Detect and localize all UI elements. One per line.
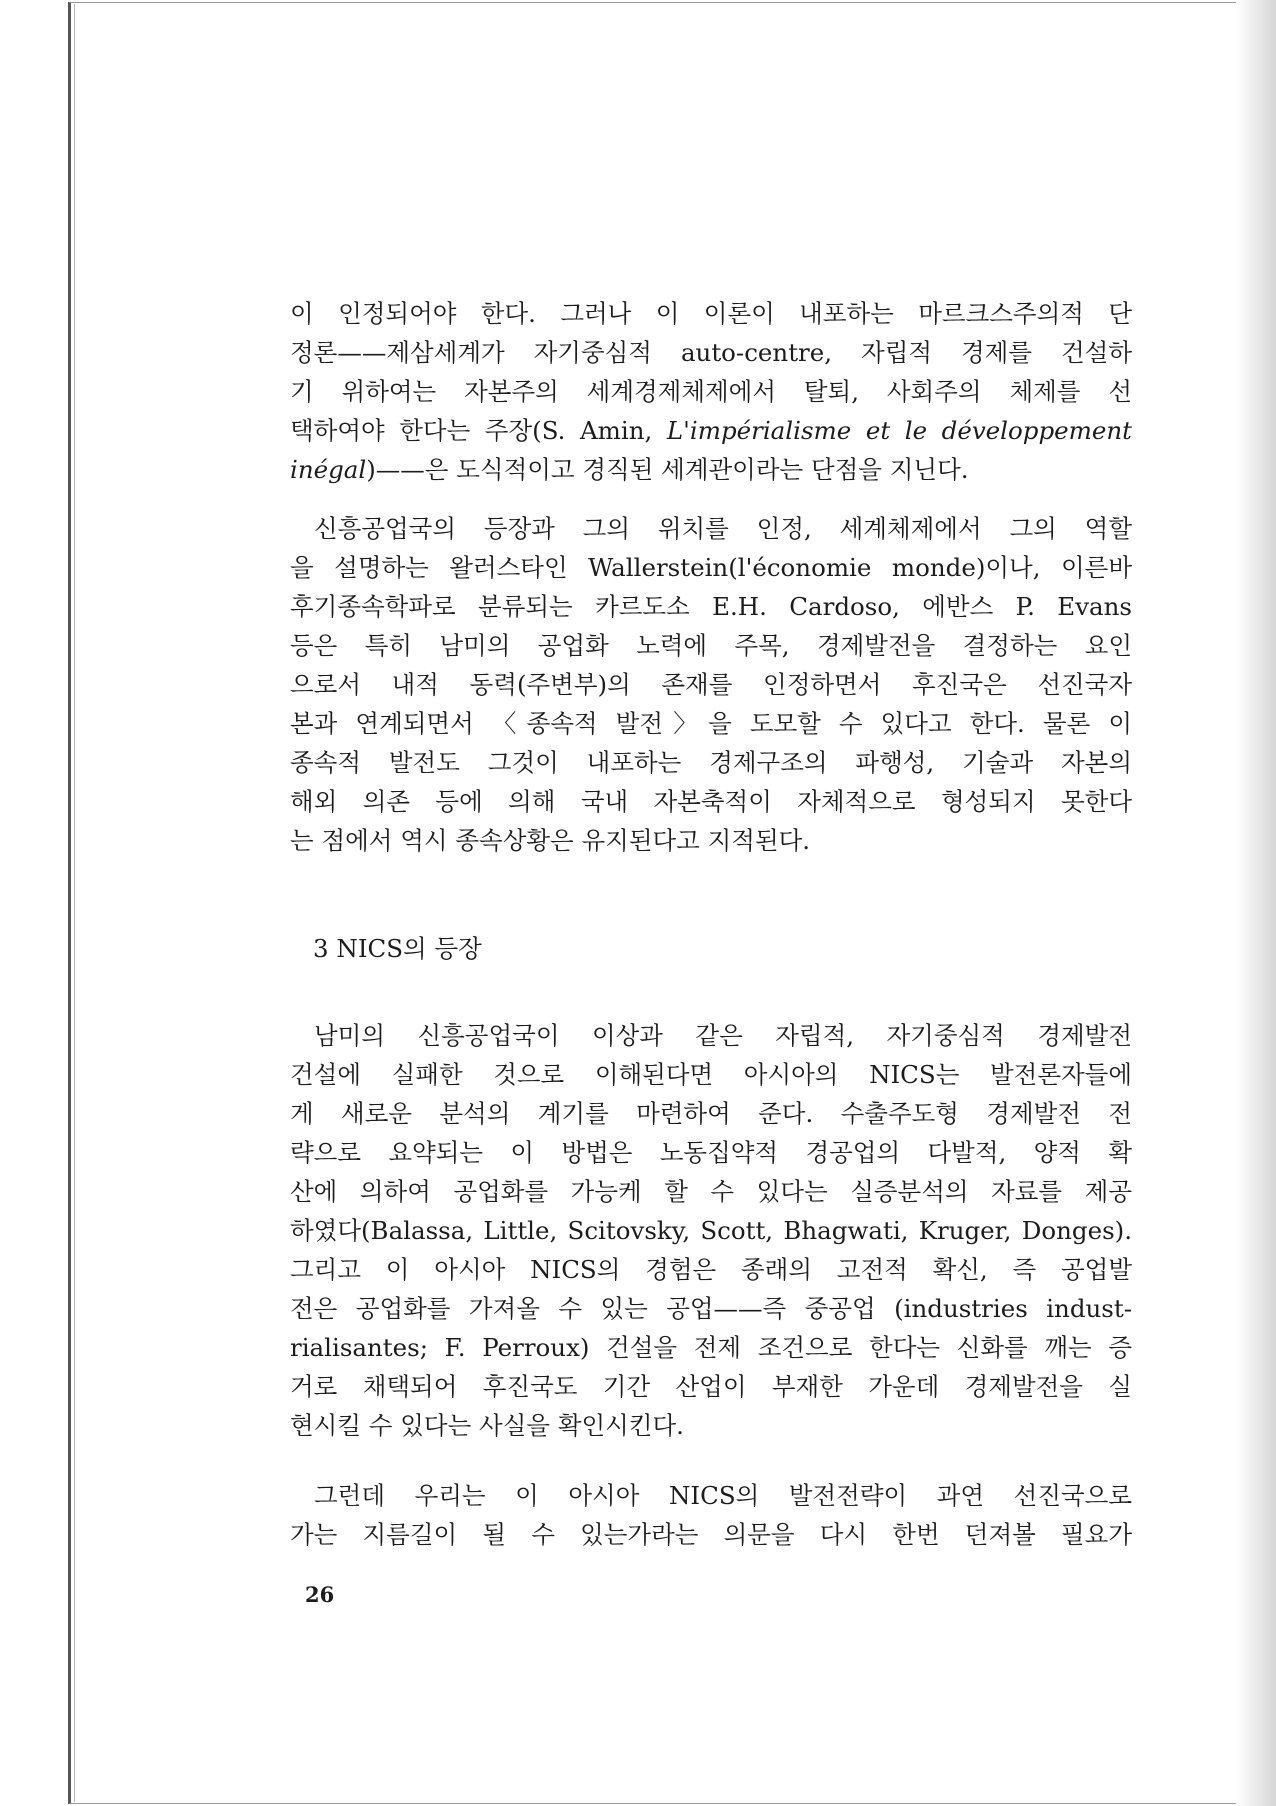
text-segment: 택하여야 한다는 주장(S. Amin,: [290, 416, 667, 445]
text-line: 략으로 요약되는 이 방법은 노동집약적 경공업의 다발적, 양적 확: [290, 1138, 1132, 1167]
text-line: 본과 연계되면서 〈종속적 발전〉을 도모할 수 있다고 한다. 물론 이: [290, 709, 1132, 738]
text-line: 정론——제삼세계가 자기중심적 auto-centre, 자립적 경제를 건설하: [290, 338, 1132, 367]
text-line-with-citation: [290, 450, 1132, 489]
paragraph-block-4: [290, 1476, 1132, 1554]
text-line: 을 설명하는 왈러스타인 Wallerstein(l'économie monde)이나, 이른바: [290, 553, 1132, 582]
page-edge-line: [74, 4, 75, 1802]
text-line: 으로서 내적 동력(주변부)의 존재를 인정하면서 후진국은 선진국자: [290, 670, 1132, 699]
text-line: 가는 지름길이 될 수 있는가라는 의문을 다시 한번 던져볼 필요가: [290, 1520, 1132, 1549]
paragraph-block-2: [290, 509, 1132, 860]
section-number: 3: [313, 934, 329, 963]
text-line: 그런데 우리는 이 아시아 NICS의 발전전략이 과연 선진국으로: [314, 1481, 1132, 1510]
text-line: 이 인정되어야 한다. 그러나 이 이론이 내포하는 마르크스주의적 단: [290, 299, 1132, 328]
book-title-italic: L'impérialisme et le développement: [666, 416, 1132, 445]
page-gutter-shadow: [1236, 0, 1276, 1806]
text-line: 후기종속학파로 분류되는 카르도소 E.H. Cardoso, 에반스 P. Evans: [290, 592, 1132, 621]
text-line: 기 위하여는 자본주의 세계경제체제에서 탈퇴, 사회주의 체제를 선: [290, 377, 1132, 406]
section-heading: [313, 929, 482, 969]
paragraph-block-3: [290, 1016, 1132, 1445]
text-segment: )——은 도식적이고 경직된 세계관이라는 단점을 지닌다.: [366, 455, 969, 484]
page-number: 26: [305, 1582, 335, 1607]
text-line: 해외 의존 등에 의해 국내 자본축적이 자체적으로 형성되지 못한다: [290, 787, 1132, 816]
text-line: 현시킬 수 있다는 사실을 확인시킨다.: [290, 1411, 684, 1440]
text-line: 그리고 이 아시아 NICS의 경험은 종래의 고전적 확신, 즉 공업발: [290, 1255, 1132, 1284]
book-title-italic: inégal: [290, 455, 367, 484]
text-line: 신흥공업국의 등장과 그의 위치를 인정, 세계체제에서 그의 역할: [314, 514, 1132, 543]
text-line: rialisantes; F. Perroux) 건설을 전제 조건으로 한다는 신화를 깨는 증: [290, 1333, 1132, 1362]
text-line: 는 점에서 역시 종속상황은 유지된다고 지적된다.: [290, 826, 811, 855]
text-line: 하였다(Balassa, Little, Scitovsky, Scott, Bhagwati, Kruger, Donges).: [290, 1216, 1132, 1245]
text-line: 종속적 발전도 그것이 내포하는 경제구조의 파행성, 기술과 자본의: [290, 748, 1132, 777]
section-title: NICS의 등장: [336, 934, 482, 963]
text-line: 남미의 신흥공업국이 이상과 같은 자립적, 자기중심적 경제발전: [314, 1021, 1132, 1050]
text-line: 건설에 실패한 것으로 이해된다면 아시아의 NICS는 발전론자들에: [290, 1060, 1132, 1089]
text-line: 전은 공업화를 가져올 수 있는 공업——즉 중공업 (industries indust-: [290, 1294, 1132, 1323]
text-line-with-citation: [290, 411, 1132, 450]
text-line: 거로 채택되어 후진국도 기간 산업이 부재한 가운데 경제발전을 실: [290, 1372, 1132, 1401]
paragraph-block-1: [290, 294, 1132, 489]
text-line: 산에 의하여 공업화를 가능케 할 수 있다는 실증분석의 자료를 제공: [290, 1177, 1132, 1206]
text-line: 등은 특히 남미의 공업화 노력에 주목, 경제발전을 결정하는 요인: [290, 631, 1132, 660]
text-line: 게 새로운 분석의 계기를 마련하여 준다. 수출주도형 경제발전 전: [290, 1099, 1132, 1128]
